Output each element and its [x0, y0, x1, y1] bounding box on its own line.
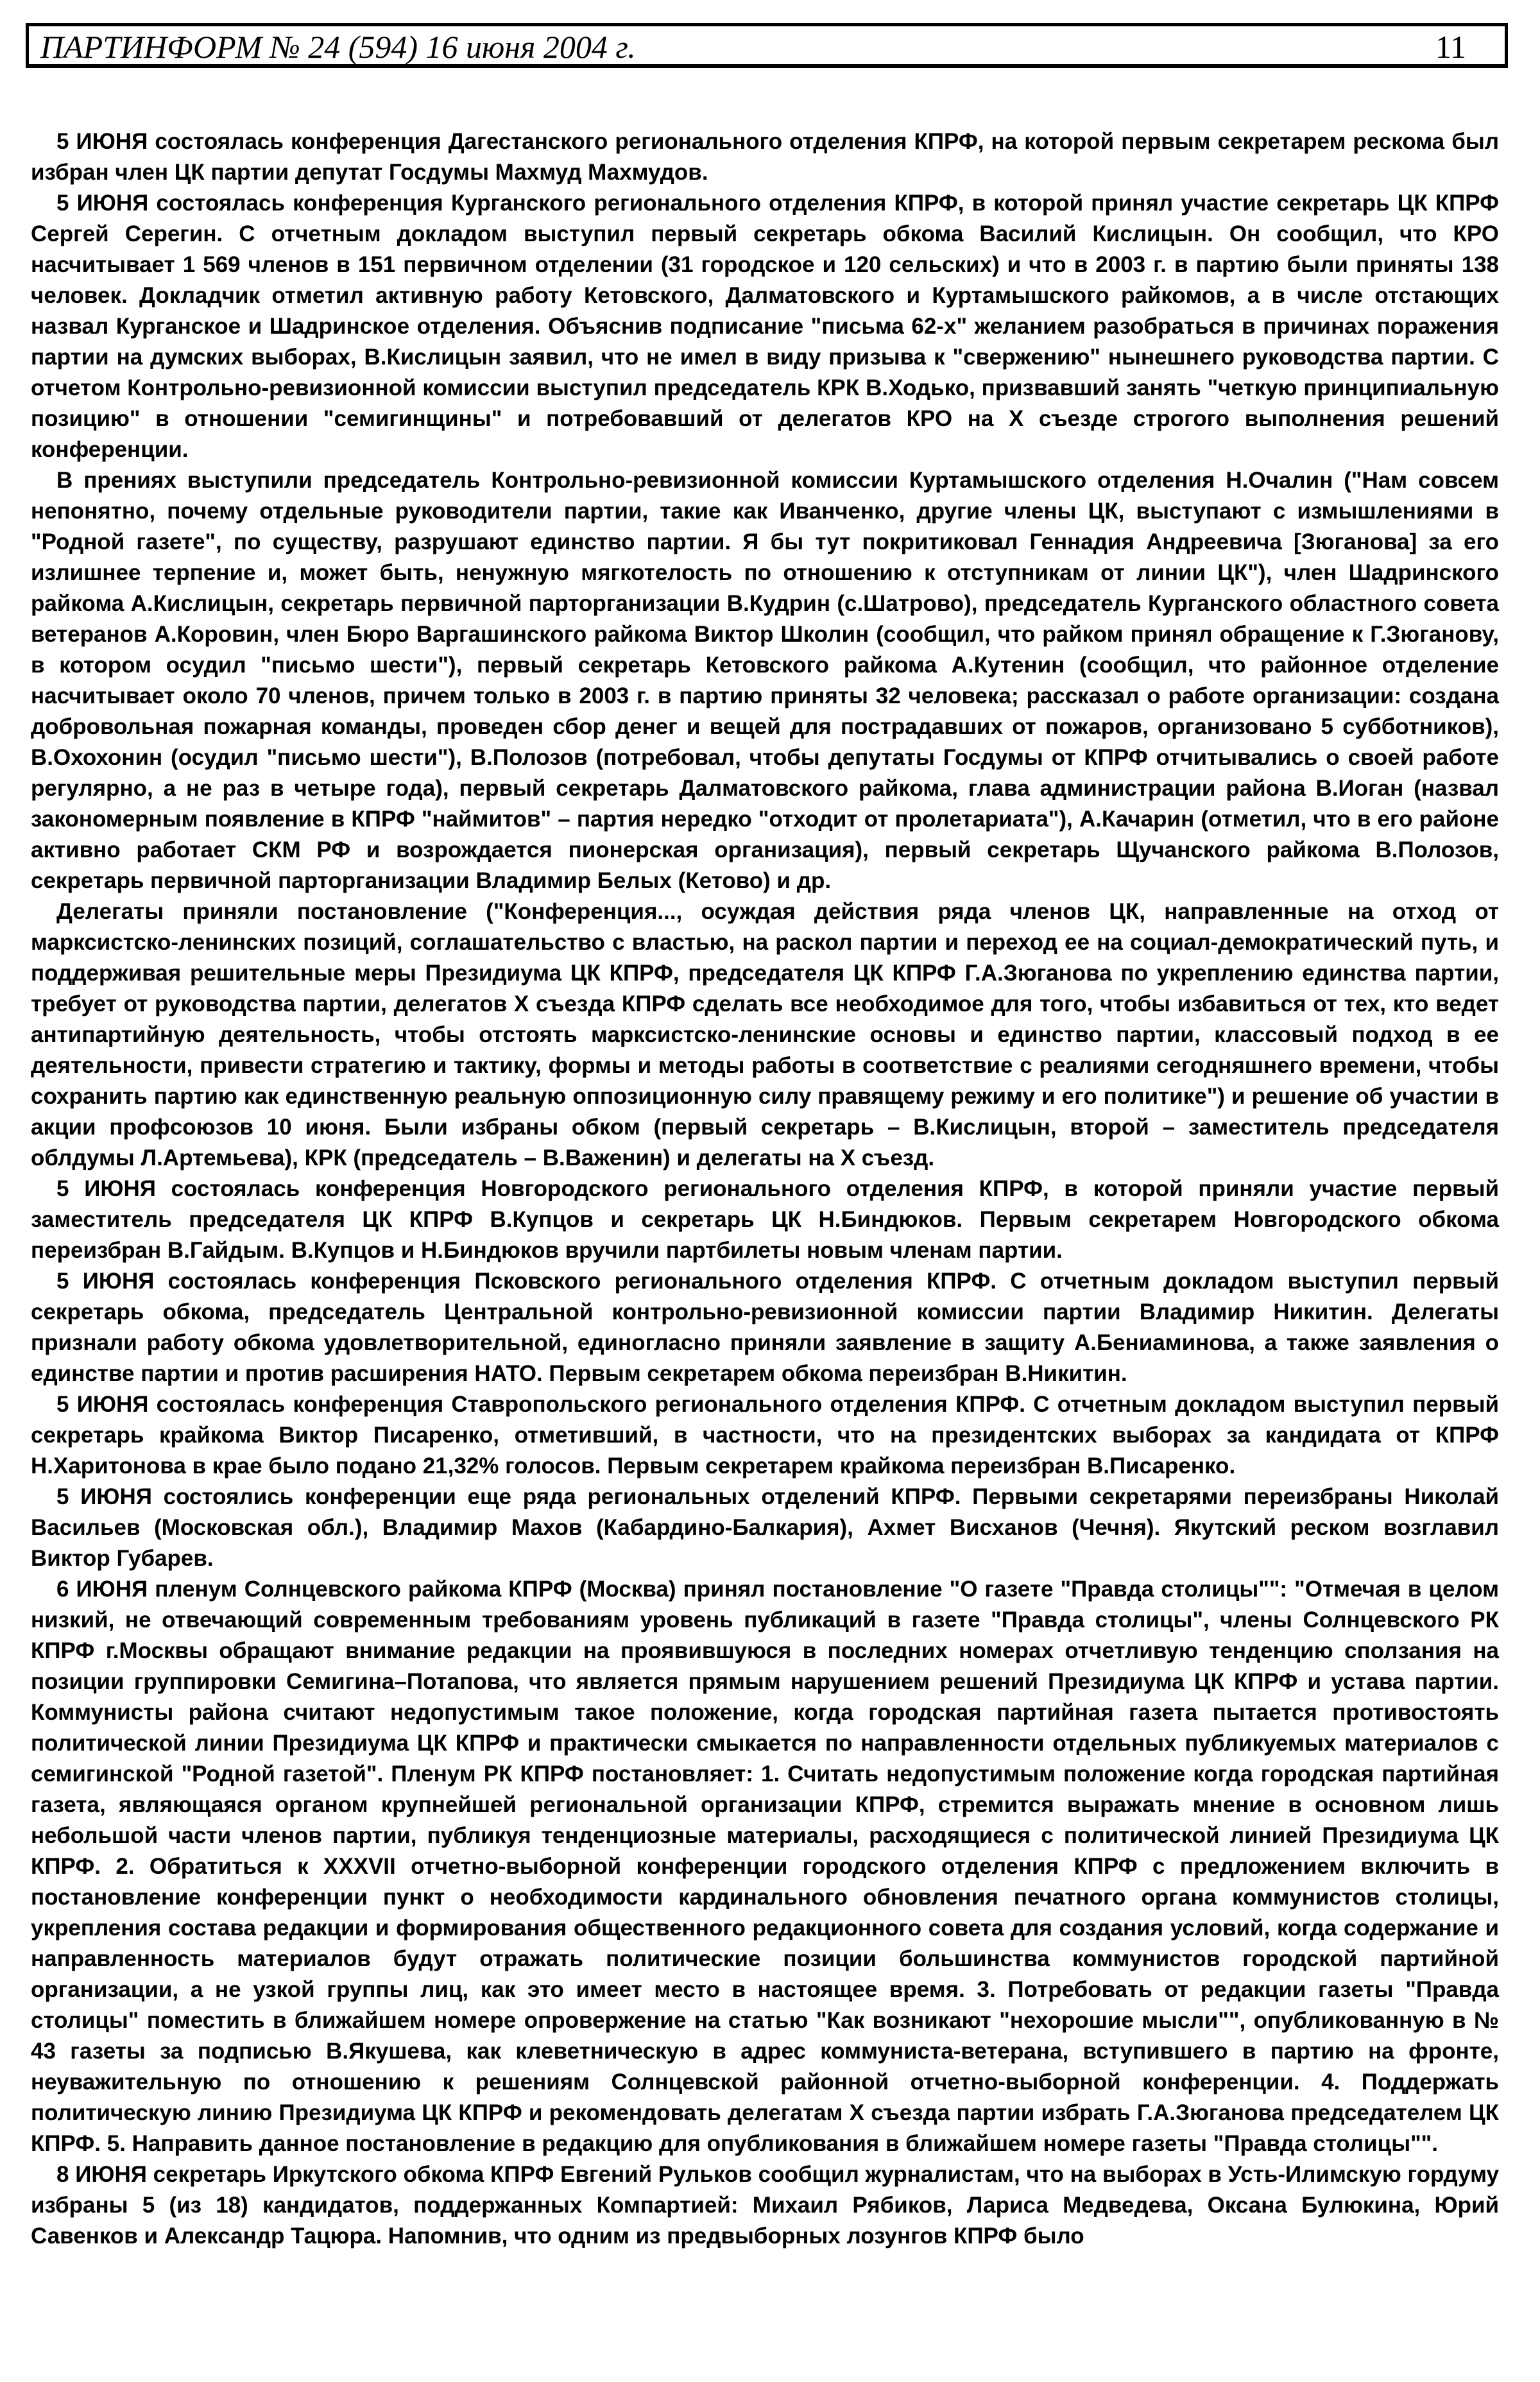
paragraph: 5 ИЮНЯ состоялась конференция Курганского регионального отделения КПРФ, в которой принял участие секретарь ЦК КПРФ Сергей Серегин. С отчетным докладом выступил первый секретарь обкома Василий Кислицын. Он сообщил, что КРО насчитывает 1 569 членов в 151 первичном отделении (31 городское и 120 сельских) и что в 2003 г. в партию были приняты 138 человек. Докладчик отметил активную работу Кетовского, Далматовского и Куртамышского райкомов, а в числе отстающих назвал Курганское и Шадринское отделения. Объяснив подписание "письма 62-х" желанием разобраться в причинах поражения партии на думских выборах, В.Кислицын заявил, что не имел в виду призыва к "свержению" нынешнего руководства партии. С отчетом Контрольно-ревизионной комиссии выступил председатель КРК В.Ходько, призвавший занять "четкую принципиальную позицию" в отношении "семигинщины" и потребовавший от делегатов КРО на X съезде строгого выполнения решений конференции. [31, 191, 1499, 462]
paragraph: 5 ИЮНЯ состоялась конференция Ставропольского регионального отделения КПРФ. С отчетным докладом выступил первый секретарь крайкома Виктор Писаренко, отметивший, в частности, что на президентских выборах за кандидата от КПРФ Н.Харитонова в крае было подано 21,32% голосов. Первым секретарем крайкома переизбран В.Писаренко. [31, 1392, 1499, 1478]
publication-title: ПАРТИНФОРМ № 24 (594) 16 июня 2004 г. [40, 29, 636, 65]
paragraph: 5 ИЮНЯ состоялась конференция Псковского регионального отделения КПРФ. С отчетным докладом выступил первый секретарь обкома, председатель Центральной контрольно-ревизионной комиссии партии Владимир Никитин. Делегаты признали работу обкома удовлетворительной, единогласно приняли заявление в защиту А.Бениаминова, а также заявления о единстве партии и против расширения НАТО. Первым секретарем обкома переизбран В.Никитин. [31, 1269, 1499, 1386]
page-header [26, 23, 1508, 68]
paragraph: 5 ИЮНЯ состоялась конференция Дагестанского регионального отделения КПРФ, на которой первым секретарем рескома был избран член ЦК партии депутат Госдумы Махмуд Махмудов. [31, 129, 1499, 185]
paragraph: В прениях выступили председатель Контрольно-ревизионной комиссии Куртамышского отделения Н.Очалин ("Нам совсем непонятно, почему отдельные руководители партии, такие как Иванченко, другие члены ЦК, выступают с измышлениями в "Родной газете", по существу, разрушают единство партии. Я бы тут покритиковал Геннадия Андреевича [Зюганова] за его излишнее терпение и, может быть, ненужную мягкотелость по отношению к отступникам от линии ЦК"), член Шадринского райкома А.Кислицын, секретарь первичной парторганизации В.Кудрин (с.Шатрово), председатель Курганского областного совета ветеранов А.Коровин, член Бюро Варгашинского райкома Виктор Школин (сообщил, что райком принял обращение к Г.Зюганову, в котором осудил "письмо шести"), первый секретарь Кетовского райкома А.Кутенин (сообщил, что районное отделение насчитывает около 70 членов, причем только в 2003 г. в партию приняты 32 человека; рассказал о работе организации: создана добровольная пожарная команды, проведен сбор денег и вещей для пострадавших от пожаров, организовано 5 субботников), В.Охохонин (осудил "письмо шести"), В.Полозов (потребовал, чтобы депутаты Госдумы от КПРФ отчитывались о своей работе регулярно, а не раз в четыре года), первый секретарь Далматовского райкома, глава администрации района В.Иоган (назвал закономерным появление в КПРФ "наймитов" – партия нередко "отходит от пролетариата"), А.Качарин (отметил, что в его районе активно работает СКМ РФ и возрождается пионерская организация), первый секретарь Щучанского райкома В.Полозов, секретарь первичной парторганизации Владимир Белых (Кетово) и др. [31, 468, 1499, 893]
paragraph: 5 ИЮНЯ состоялась конференция Новгородского регионального отделения КПРФ, в которой приняли участие первый заместитель председателя ЦК КПРФ В.Купцов и секретарь ЦК Н.Биндюков. Первым секретарем Новгородского обкома переизбран В.Гайдым. В.Купцов и Н.Биндюков вручили партбилеты новым членам партии. [31, 1176, 1499, 1263]
article-body [31, 126, 1499, 2252]
page-number: 11 [1435, 29, 1466, 65]
paragraph: 6 ИЮНЯ пленум Солнцевского райкома КПРФ (Москва) принял постановление "О газете "Правда столицы"": "Отмечая в целом низкий, не отвечающий современным требованиям уровень публикаций в газете "Правда столицы", члены Солнцевского РК КПРФ г.Москвы обращают внимание редакции на проявившуюся в последних номерах отчетливую тенденцию сползания на позиции группировки Семигина–Потапова, что является прямым нарушением решений Президиума ЦК КПРФ и устава партии. Коммунисты района считают недопустимым такое положение, когда городская партийная газета пытается противостоять политической линии Президиума ЦК КПРФ и практически смыкается по направленности отдельных публикуемых материалов с семигинской "Родной газетой". Пленум РК КПРФ постановляет: 1. Считать недопустимым положение когда городская партийная газета, являющаяся органом крупнейшей региональной организации КПРФ, стремится выражать мнение в основном лишь небольшой части членов партии, публикуя тенденциозные материалы, расходящиеся с политической линией Президиума ЦК КПРФ. 2. Обратиться к XXXVII отчетно-выборной конференции городского отделения КПРФ с предложением включить в постановление конференции пункт о необходимости кардинального обновления печатного органа коммунистов столицы, укрепления состава редакции и формирования общественного редакционного совета для создания условий, когда содержание и направленность материалов будут отражать политические позиции большинства коммунистов городской партийной организации, а не узкой группы лиц, как это имеет место в настоящее время. 3. Потребовать от редакции газеты "Правда столицы" поместить в ближайшем номере опровержение на статью "Как возникают "нехорошие мысли"", опубликованную в № 43 газеты за подписью В.Якушева, как клеветническую в адрес коммуниста-ветерана, вступившего в партию на фронте, неуважительную по отношению к решениям Солнцевской районной отчетно-выборной конференции. 4. Поддержать политическую линию Президиума ЦК КПРФ и рекомендовать делегатам X съезда партии избрать Г.А.Зюганова председателем ЦК КПРФ. 5. Направить данное постановление в редакцию для опубликования в ближайшем номере газеты "Правда столицы"". [31, 1577, 1499, 2156]
paragraph: 8 ИЮНЯ секретарь Иркутского обкома КПРФ Евгений Рульков сообщил журналистам, что на выборах в Усть-Илимскую гордуму избраны 5 (из 18) кандидатов, поддержанных Компартией: Михаил Рябиков, Лариса Медведева, Оксана Булюкина, Юрий Савенков и Александр Тацюра. Напомнив, что одним из предвыборных лозунгов КПРФ было [31, 2162, 1499, 2249]
paragraph: 5 ИЮНЯ состоялись конференции еще ряда региональных отделений КПРФ. Первыми секретарями переизбраны Николай Васильев (Московская обл.), Владимир Махов (Кабардино-Балкария), Ахмет Висханов (Чечня). Якутский реском возглавил Виктор Губарев. [31, 1484, 1499, 1571]
paragraph: Делегаты приняли постановление ("Конференция..., осуждая действия ряда членов ЦК, направленные на отход от марксистско-ленинских позиций, соглашательство с властью, на раскол партии и переход ее на социал-демократический путь, и поддерживая решительные меры Президиума ЦК КПРФ, председателя ЦК КПРФ Г.А.Зюганова по укреплению единства партии, требует от руководства партии, делегатов X съезда КПРФ сделать все необходимое для того, чтобы избавиться от тех, кто ведет антипартийную деятельность, чтобы отстоять марксистско-ленинские основы и единство партии, классовый подход в ее деятельности, привести стратегию и тактику, формы и методы работы в соответствие с реалиями сегодняшнего времени, чтобы сохранить партию как единственную реальную оппозиционную силу правящему режиму и его политике") и решение об участии в акции профсоюзов 10 июня. Были избраны обком (первый секретарь – В.Кислицын, второй – заместитель председателя облдумы Л.Артемьева), КРК (председатель – В.Важенин) и делегаты на X съезд. [31, 899, 1499, 1170]
